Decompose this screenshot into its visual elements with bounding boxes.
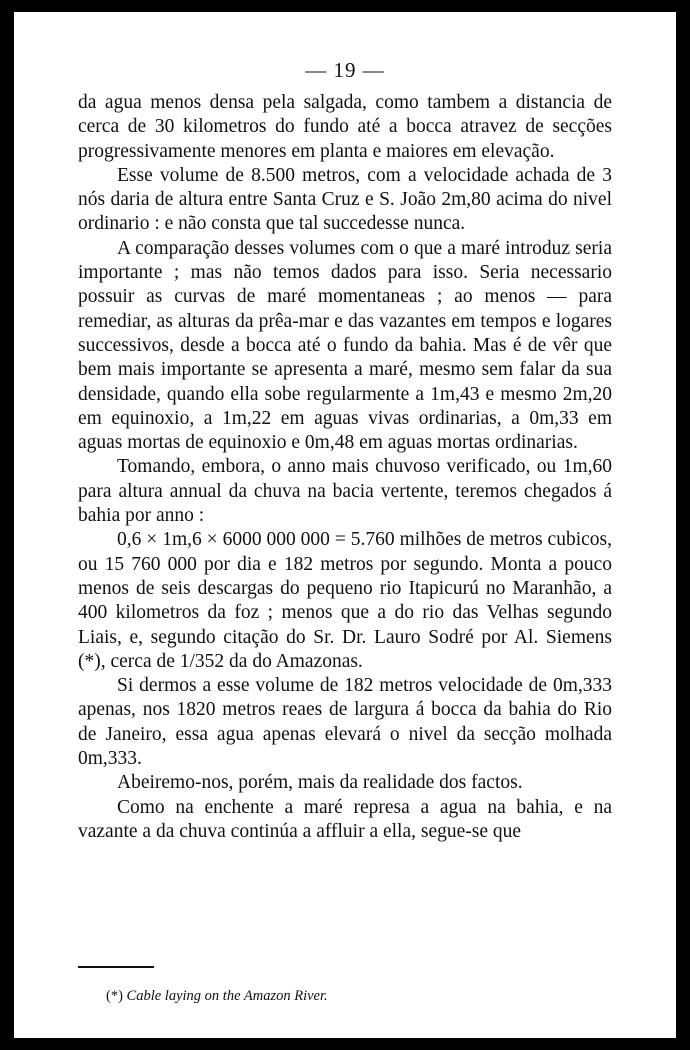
paragraph-2: Esse volume de 8.500 metros, com a velocidade achada de 3 nós daria de altura entre Santa Cruz e S. João 2m,80 acima do nivel ordinario : e não consta que tal succedesse nunca.	[78, 164, 612, 235]
paragraph-5: 0,6 × 1m,6 × 6000 000 000 = 5.760 milhões de metros cubicos, ou 15 760 000 por dia e 182 metros por segundo. Monta a pouco menos de seis descargas do pequeno rio Itapicurú no Maranhão, a 400 kilometros da foz ; menos que a do rio das Velhas segundo Liais, e, segundo citação do Sr. Dr. Lauro Sodré por Al. Siemens (*), cerca de 1/352 da do Amazonas.	[78, 529, 612, 672]
footnote-title: Cable laying on the Amazon River.	[126, 988, 328, 1004]
paragraph-7: Abeiremo-nos, porém, mais da realidade dos factos.	[117, 772, 523, 794]
paragraph-1: da agua menos densa pela salgada, como tambem a distancia de cerca de 30 kilometros do fundo até a bocca atravez de secções progressivamente menores em planta e maiores em elevação.	[78, 92, 612, 162]
page-number: — 19 —	[305, 58, 385, 82]
body-text	[78, 91, 612, 844]
paragraph-8: Como na enchente a maré represa a agua na bahia, e na vazante a da chuva continúa a affluir a ella, segue-se que	[78, 796, 612, 842]
footnote	[106, 988, 606, 1005]
paragraph-6: Si dermos a esse volume de 182 metros velocidade de 0m,333 apenas, nos 1820 metros reaes de largura á bocca da bahia do Rio de Janeiro, essa agua apenas elevará o nivel da secção molhada 0m,333.	[78, 675, 612, 770]
paragraph-3: A comparação desses volumes com o que a maré introduz seria importante ; mas não temos dados para isso. Seria necessario possuir as curvas de maré momentaneas ; ao menos — para remediar, as alturas da prêa-mar e das vazantes em tempos e logares successivos, desde a bocca até o fundo da bahia. Mas é de vêr que bem mais importante se apresenta a maré, mesmo sem falar da sua densidade, quando ella sobe regularmente a 1m,43 e mesmo 2m,20 em equinoxio, a 1m,22 em aguas vivas ordinarias, a 0m,33 em aguas mortas de equinoxio e 0m,48 em aguas mortas ordinarias.	[78, 237, 612, 454]
paragraph-4: Tomando, embora, o anno mais chuvoso verificado, ou 1m,60 para altura annual da chuva na bacia vertente, teremos chegados á bahia por anno :	[78, 456, 612, 527]
footnote-rule	[78, 966, 154, 968]
footnote-marker: (*)	[106, 988, 123, 1004]
book-page	[14, 12, 676, 1038]
